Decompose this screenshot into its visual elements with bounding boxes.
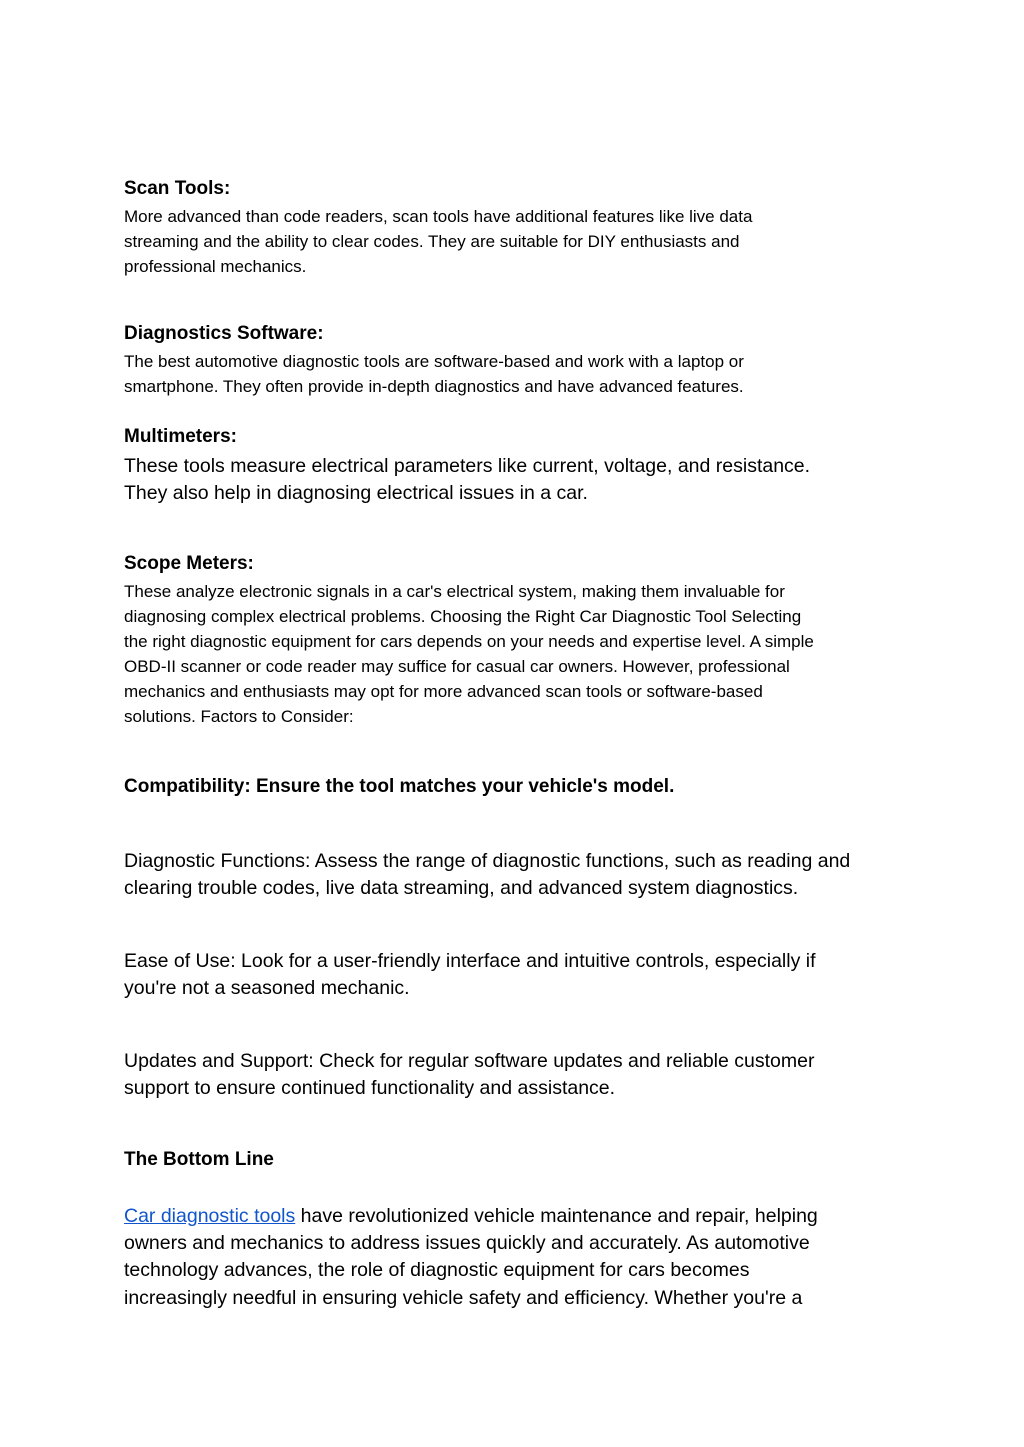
scan-tools-text-line-2: streaming and the ability to clear codes. They are suitable for DIY enthusiasts and xyxy=(124,232,740,251)
scope-meters-text-line-5: mechanics and enthusiasts may opt for more advanced scan tools or software-based xyxy=(124,682,763,701)
ease-of-use-line-2: you're not a seasoned mechanic. xyxy=(124,977,410,999)
diagnostics-software-text-line-2: smartphone. They often provide in-depth diagnostics and have advanced features. xyxy=(124,377,744,396)
scope-meters-text-line-1: These analyze electronic signals in a car's electrical system, making them invaluable for xyxy=(124,582,785,601)
compatibility-line: Compatibility: Ensure the tool matches your vehicle's model. xyxy=(124,776,675,797)
multimeters-heading: Multimeters: xyxy=(124,426,237,447)
bottom-line-text-line-4: increasingly needful in ensuring vehicle safety and efficiency. Whether you're a xyxy=(124,1287,803,1309)
scan-tools-text-line-1: More advanced than code readers, scan tools have additional features like live data xyxy=(124,207,753,226)
updates-support-line-2: support to ensure continued functionality and assistance. xyxy=(124,1077,616,1099)
scan-tools-heading: Scan Tools: xyxy=(124,178,231,199)
bottom-line-text-line-3: technology advances, the role of diagnostic equipment for cars becomes xyxy=(124,1259,750,1281)
car-diagnostic-tools-link[interactable]: Car diagnostic tools xyxy=(124,1205,296,1227)
scope-meters-text-line-3: the right diagnostic equipment for cars depends on your needs and expertise level. A simple xyxy=(124,632,814,651)
diagnostic-functions-line-1: Diagnostic Functions: Assess the range of diagnostic functions, such as reading and xyxy=(124,850,851,872)
bottom-line-text-line-2: owners and mechanics to address issues quickly and accurately. As automotive xyxy=(124,1232,810,1254)
diagnostics-software-heading: Diagnostics Software: xyxy=(124,323,324,344)
bottom-line-heading: The Bottom Line xyxy=(124,1149,274,1170)
diagnostics-software-text-line-1: The best automotive diagnostic tools are software-based and work with a laptop or xyxy=(124,352,744,371)
scan-tools-text-line-3: professional mechanics. xyxy=(124,257,307,276)
bottom-line-text-line-1 xyxy=(124,1205,818,1228)
scope-meters-heading: Scope Meters: xyxy=(124,553,254,574)
ease-of-use-line-1: Ease of Use: Look for a user-friendly interface and intuitive controls, especially if xyxy=(124,950,816,972)
multimeters-text-line-2: They also help in diagnosing electrical issues in a car. xyxy=(124,482,588,504)
updates-support-line-1: Updates and Support: Check for regular software updates and reliable customer xyxy=(124,1050,815,1072)
scope-meters-text-line-6: solutions. Factors to Consider: xyxy=(124,707,354,726)
bottom-line-text-line-1-rest: have revolutionized vehicle maintenance and repair, helping xyxy=(295,1205,818,1227)
scope-meters-text-line-4: OBD-II scanner or code reader may suffice for casual car owners. However, professional xyxy=(124,657,790,676)
multimeters-text-line-1: These tools measure electrical parameters like current, voltage, and resistance. xyxy=(124,455,811,477)
scope-meters-text-line-2: diagnosing complex electrical problems. Choosing the Right Car Diagnostic Tool Selecting xyxy=(124,607,802,626)
diagnostic-functions-line-2: clearing trouble codes, live data streaming, and advanced system diagnostics. xyxy=(124,877,799,899)
